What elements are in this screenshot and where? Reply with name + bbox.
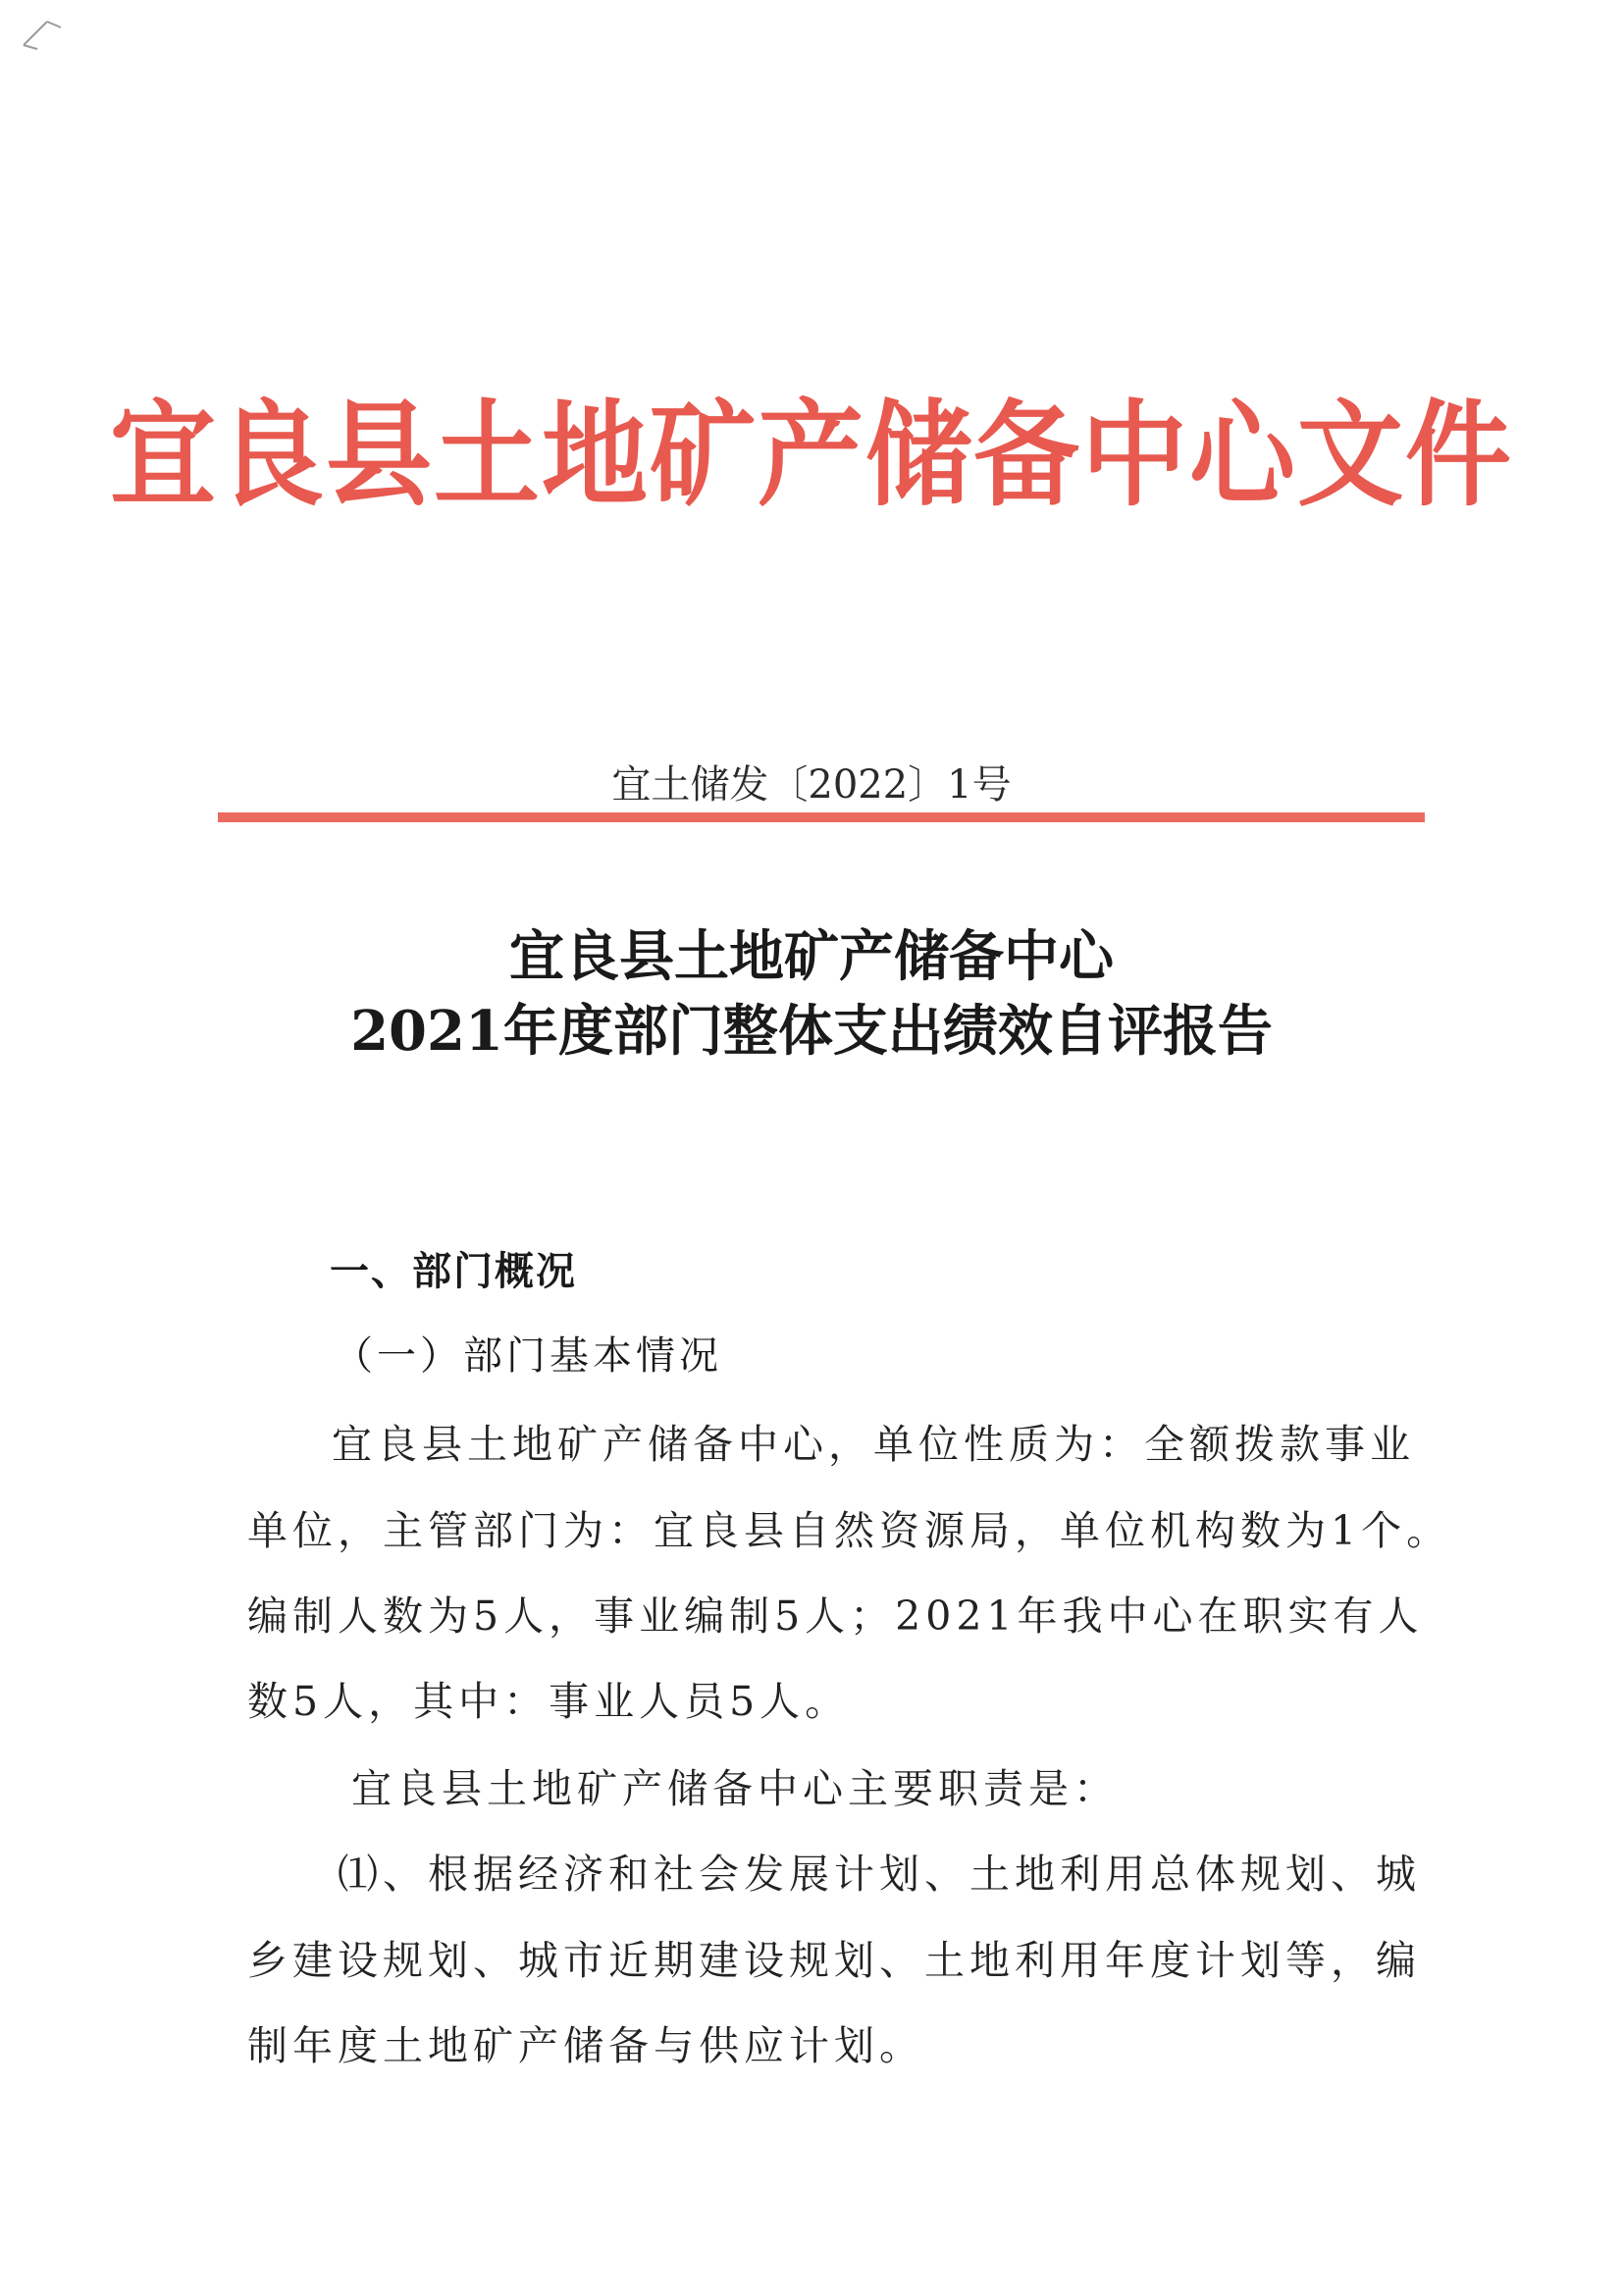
red-divider-rule xyxy=(218,812,1425,822)
duty-line: 制年度土地矿产储备与供应计划。 xyxy=(247,2022,924,2069)
paragraph-line: 编制人数为5人，事业编制5人；2021年我中心在职实有人 xyxy=(247,1592,1424,1640)
report-title-line2: 2021年度部门整体支出绩效自评报告 xyxy=(350,999,1273,1064)
duty-line: 乡建设规划、城市近期建设规划、土地利用年度计划等，编 xyxy=(247,1937,1421,1984)
report-title-line1: 宜良县土地矿产储备中心 xyxy=(509,924,1114,989)
subsection-heading: （一）部门基本情况 xyxy=(334,1333,722,1379)
duties-intro: 宜良县土地矿产储备中心主要职责是： xyxy=(351,1765,1119,1812)
paragraph-line: 宜良县土地矿产储备中心，单位性质为：全额拨款事业 xyxy=(332,1421,1415,1468)
scan-corner-mark xyxy=(18,14,69,53)
document-number: 宜土储发〔2022〕1号 xyxy=(611,762,1012,808)
paragraph-line: 单位，主管部门为：宜良县自然资源局，单位机构数为1个。 xyxy=(247,1507,1452,1554)
paragraph-line: 数5人，其中：事业人员5人。 xyxy=(247,1678,851,1725)
duty-line: ⑴、根据经济和社会发展计划、土地利用总体规划、城 xyxy=(338,1851,1421,1898)
section-heading: 一、部门概况 xyxy=(330,1249,577,1294)
letterhead-title: 宜良县土地矿产储备中心文件 xyxy=(109,389,1513,522)
